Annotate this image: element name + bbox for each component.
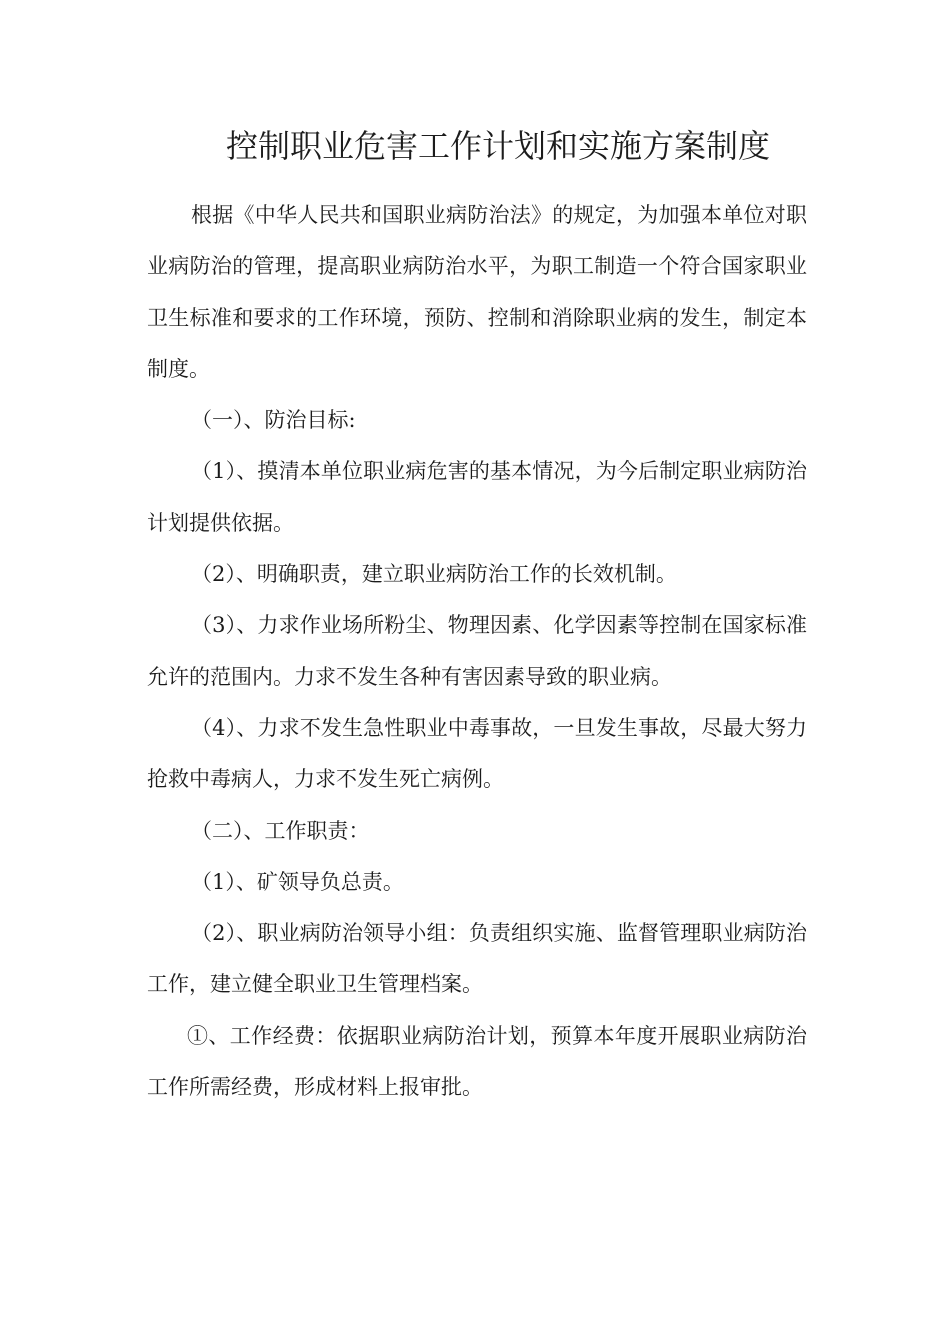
paragraph-goal-2: （2）、明确职责，建立职业病防治工作的长效机制。 [191,562,677,587]
document-body [147,190,807,1113]
paragraph-section-goals: （一）、防治目标: [191,408,356,433]
paragraph-goal-1: （1）、摸清本单位职业病危害的基本情况，为今后制定职业病防治计划提供依据。 [147,459,807,535]
paragraph-goal-4: （4）、力求不发生急性职业中毒事故，一旦发生事故，尽最大努力抢救中毒病人，力求不发生死亡病例。 [147,715,807,792]
paragraph-goal-3: （3）、力求作业场所粉尘、物理因素、化学因素等控制在国家标准允许的范围内。力求不发生各种有害因素导致的职业病。 [147,613,807,689]
paragraph-section-duties: （二）、工作职责： [191,818,370,843]
paragraph-duty-1: （1）、矿领导负总责。 [191,869,404,894]
paragraph-duty-2: （2）、职业病防治领导小组：负责组织实施、监督管理职业病防治工作，建立健全职业卫生管理档案。 [147,921,807,997]
paragraph-intro: 根据《中华人民共和国职业病防治法》的规定，为加强本单位对职业病防治的管理，提高职业病防治水平，为职工制造一个符合国家职业卫生标准和要求的工作环境，预防、控制和消除职业病的发生，制定本制度。 [147,203,807,381]
paragraph-funding: ①、工作经费：依据职业病防治计划，预算本年度开展职业病防治工作所需经费，形成材料上报审批。 [147,1023,807,1100]
document-title: 控制职业危害工作计划和实施方案制度 [226,127,771,165]
